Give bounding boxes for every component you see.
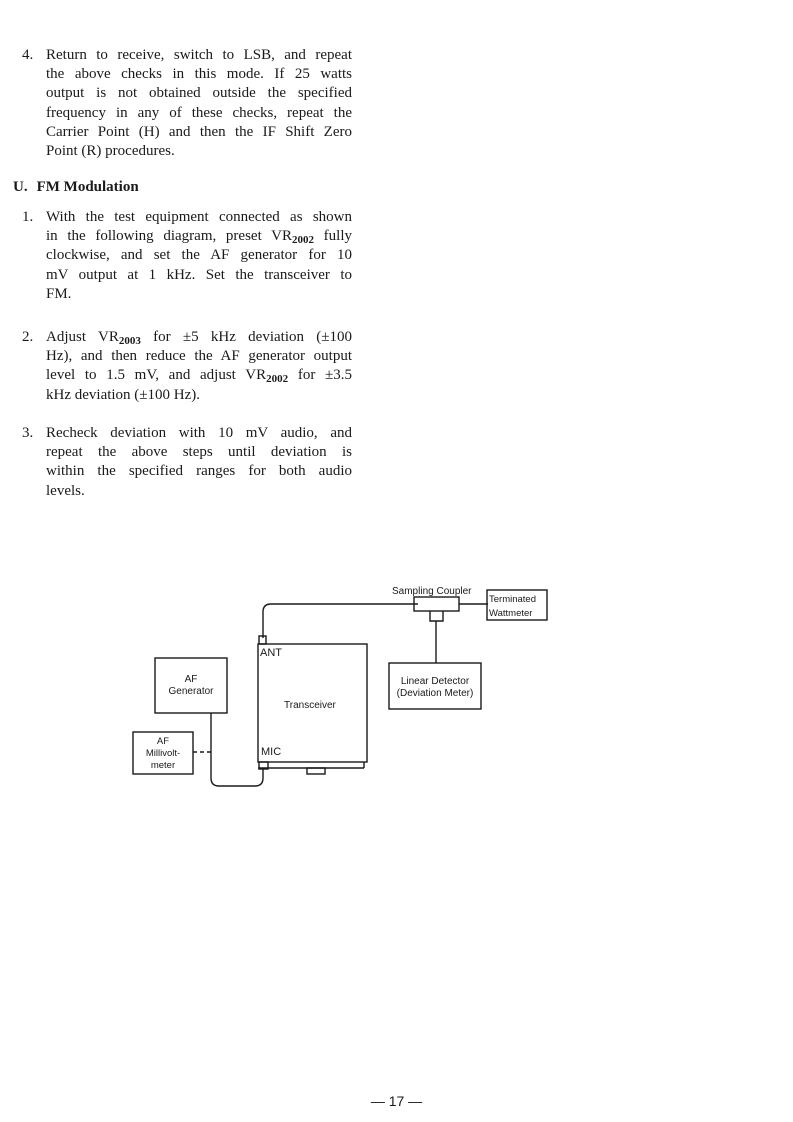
section-letter: U. <box>13 179 28 195</box>
af-generator-label-1: AF <box>184 674 198 685</box>
af-generator-label-2: Generator <box>168 686 214 697</box>
mic-cable <box>211 713 263 786</box>
antenna-cable <box>263 604 418 638</box>
item-3-text: Recheck deviation with 10 mV audio, and repeat the above steps until deviation is within the specified ranges for both audio levels. <box>46 425 352 499</box>
section-title: FM Modulation <box>36 179 139 195</box>
millivoltmeter-label-1: AF <box>156 736 170 747</box>
step-4-number: 4. <box>22 47 34 63</box>
detector-label-2: (Deviation Meter) <box>396 688 474 699</box>
item-1-text: With the test equipment connected as shown in the following diagram, preset $VR_{2002}$ fully clockwise, and set the AF generator for 10 mV output at 1 kHz. Set the transceiver to FM. <box>46 209 352 302</box>
item-3-number: 3. <box>22 425 34 441</box>
ant-label: ANT <box>260 647 282 659</box>
sampling-coupler-label: Sampling Coupler <box>392 586 472 597</box>
detector-label-1: Linear Detector <box>400 676 470 687</box>
transceiver-label: Transceiver <box>284 700 336 711</box>
step-4-text: Return to receive, switch to LSB, and repeat the above checks in this mode. If 25 watts output is not obtained outside the specified frequency in any of these checks, repeat the Carrier Point (H) and then the IF Shift Zero Point (R) procedures. <box>46 47 352 160</box>
wattmeter-label-1: Terminated <box>489 594 536 605</box>
item-1-number: 1. <box>22 209 34 225</box>
page-number: — 17 — <box>370 1093 423 1109</box>
millivoltmeter-label-3: meter <box>150 760 176 771</box>
wattmeter-label-2: Wattmeter <box>489 608 533 619</box>
mic-label: MIC <box>261 746 282 758</box>
transceiver-foot <box>307 768 325 774</box>
millivoltmeter-label-2: Millivolt- <box>145 748 181 759</box>
item-2-number: 2. <box>22 329 34 345</box>
item-2-text: Adjust $VR_{2003}$ for ±5 kHz deviation (±100 Hz), and then reduce the AF generator output level to 1.5 mV, and adjust $VR_{2002}$ for ±3.5 kHz deviation (±100 Hz). <box>46 329 352 403</box>
sampling-coupler <box>414 597 459 611</box>
coupler-stem <box>430 611 443 621</box>
